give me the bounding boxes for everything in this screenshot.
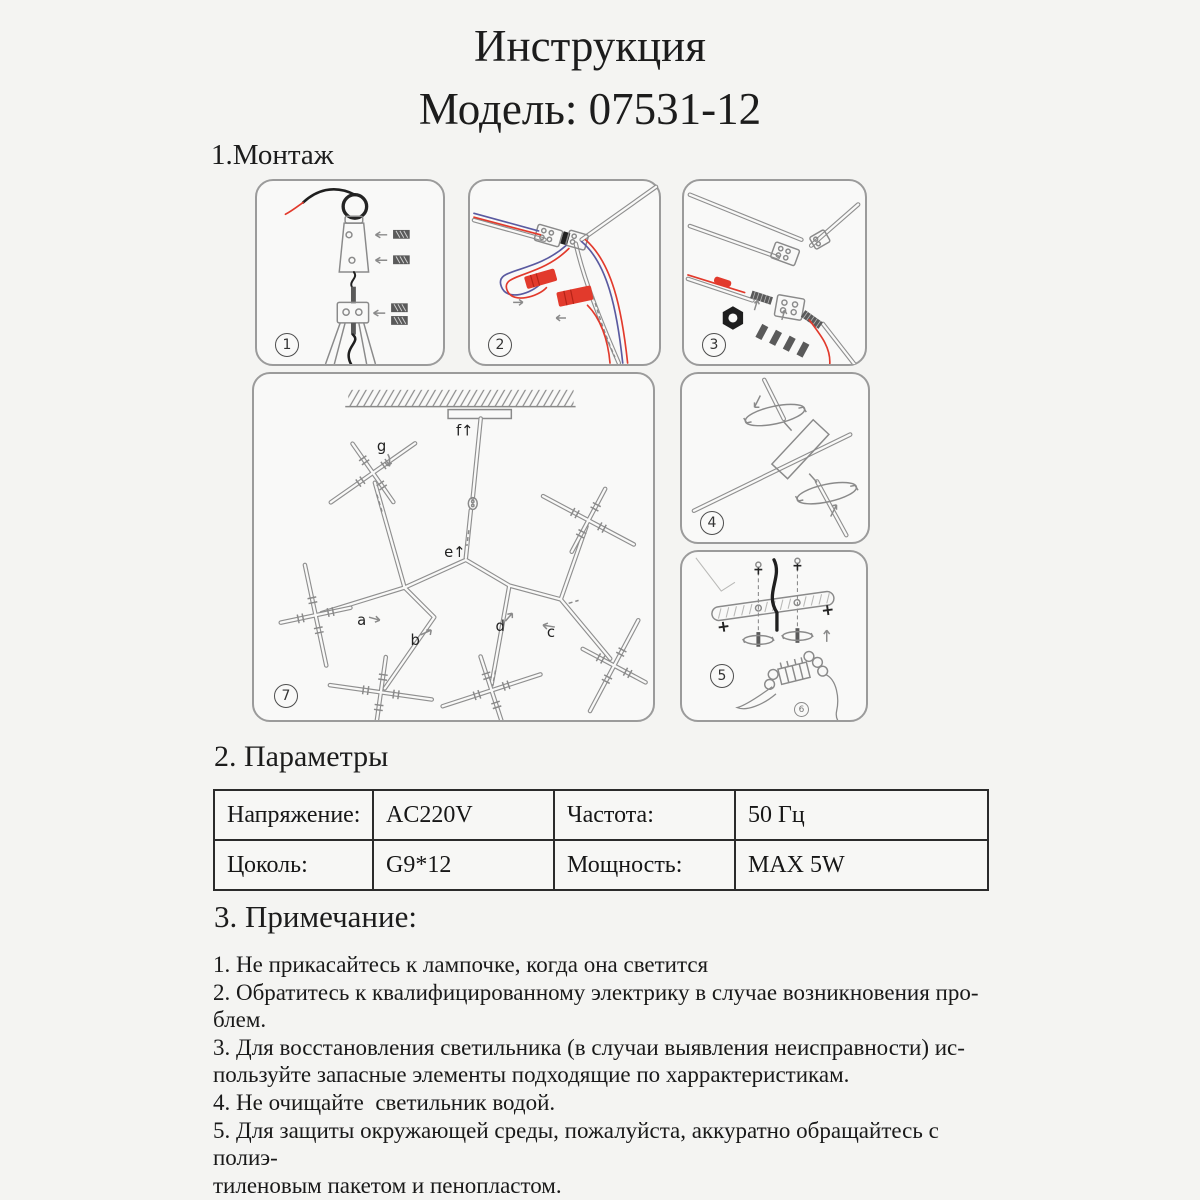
wire-connector-icon: [556, 285, 594, 307]
note-line-4: 3. Для восстановления светильника (в случаи выявления неисправности) ис-: [213, 1034, 965, 1060]
chandelier-scheme-diagram: [254, 374, 653, 720]
mounting-bar-diagram: [682, 552, 866, 720]
note-line-1: 1. Не прикасайтесь к лампочке, когда она светится: [213, 952, 709, 977]
param-power-label: Мощность:: [554, 840, 735, 890]
montage-panel-4: [680, 372, 870, 544]
panel-4-badge: 4: [700, 511, 724, 535]
panel-2-badge: 2: [488, 333, 512, 357]
screw-icon: [393, 255, 410, 264]
param-socket-label: Цоколь:: [214, 840, 373, 890]
threaded-rod-icon: [801, 310, 823, 329]
arm-label-d: d: [495, 618, 505, 636]
lamp-arm-cross: [526, 465, 650, 576]
arm-label-b: b: [410, 631, 420, 649]
table-row: [214, 790, 988, 840]
screw-icon: [755, 324, 809, 358]
arm-label-c: c: [546, 623, 556, 641]
panel-7-badge: 7: [274, 684, 298, 708]
screw-icon: [391, 316, 408, 325]
ceiling-hatch: [348, 390, 573, 407]
lamp-arm-cross: [559, 604, 653, 720]
note-line-8: тиленовым пакетом и пенопластом.: [213, 1172, 562, 1198]
screw-icon: [393, 230, 410, 239]
terminal-block: [728, 647, 845, 720]
montage-panel-2: [468, 179, 661, 366]
arm-label-e: e↑: [444, 543, 466, 561]
montage-section-title: 1.Монтаж: [211, 139, 334, 171]
arm-label-g: g: [376, 438, 387, 456]
arm-label-f: f↑: [455, 422, 474, 440]
param-voltage-label: Напряжение:: [214, 790, 373, 840]
parameters-table: [213, 789, 989, 891]
note-line-7: 5. Для защиты окружающей среды, пожалуйста, аккуратно обращайтесь с полиэ-: [213, 1117, 945, 1171]
arm-label-a: a: [357, 612, 367, 630]
table-row: [214, 840, 988, 890]
screw-icon: [391, 303, 408, 312]
panel-1-badge: 1: [275, 333, 299, 357]
montage-panel-1: [255, 179, 445, 366]
hex-nut-icon: [723, 306, 743, 329]
panel-5-sub-badge: 6: [794, 702, 809, 717]
page-title: Инструкция: [474, 21, 706, 71]
param-frequency-label: Частота:: [554, 790, 735, 840]
lamp-arm-cross: [325, 650, 437, 720]
note-line-3: блем.: [213, 1007, 267, 1033]
panel-3-badge: 3: [702, 333, 726, 357]
note-line-2: 2. Обратитесь к квалифицированному электрику в случае возникновения про-: [213, 979, 979, 1005]
panel-5-badge: 5: [710, 664, 734, 688]
lamp-arm-cross: [270, 558, 361, 673]
param-voltage-value: AC220V: [373, 790, 554, 840]
montage-panel-5: [680, 550, 868, 722]
note-line-5: пользуйте запасные элементы подходящие по харрактеристикам.: [213, 1062, 850, 1088]
threaded-rod-icon: [750, 291, 773, 305]
parameters-section-title: 2. Параметры: [214, 740, 389, 773]
note-line-6: 4. Не очищайте светильник водой.: [213, 1089, 556, 1115]
lamp-arm-cross: [310, 414, 435, 531]
param-socket-value: G9*12: [373, 840, 554, 890]
model-subtitle: Модель: 07531-12: [418, 84, 762, 134]
notes-block: [213, 951, 983, 1199]
montage-panel-3: [682, 179, 867, 366]
montage-panel-7: [252, 372, 655, 722]
param-power-value: MAX 5W: [735, 840, 988, 890]
supply-wire: [772, 560, 777, 630]
param-frequency-value: 50 Гц: [735, 790, 988, 840]
notes-section-title: 3. Примечание:: [214, 899, 417, 934]
wire-connector-icon: [524, 268, 558, 289]
